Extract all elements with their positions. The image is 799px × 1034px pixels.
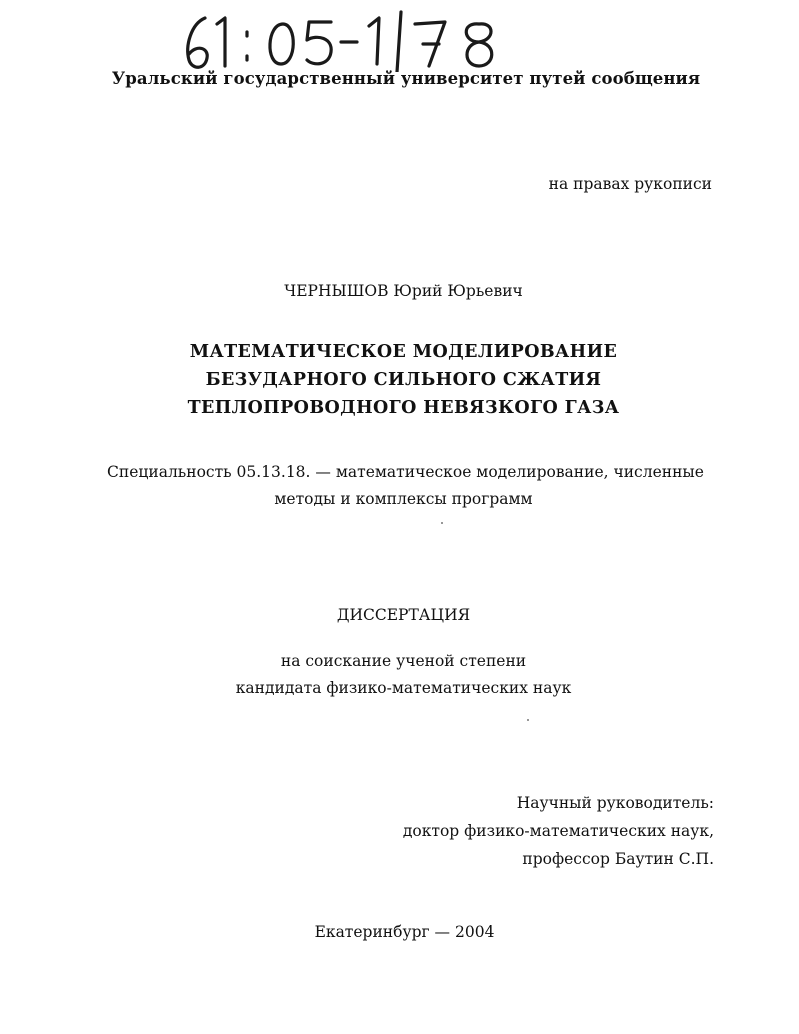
advisor-degree: доктор физико-математических наук,: [402, 822, 714, 840]
rights-note: на правах рукописи: [548, 175, 712, 193]
author-name: ЧЕРНЫШОВ Юрий Юрьевич: [284, 282, 523, 300]
hand-digit-0: [270, 24, 293, 64]
document-type: ДИССЕРТАЦИЯ: [336, 606, 471, 624]
handwritten-shelfmark-drawing: [183, 10, 513, 72]
hand-digit-1: [217, 18, 225, 66]
scan-speck: [527, 719, 529, 721]
degree-line-1: на соискание ученой степени: [280, 652, 527, 670]
advisor-label: Научный руководитель:: [516, 794, 714, 812]
university-name: Уральский государственный университет путей сообщения: [111, 69, 701, 88]
degree-line-2: кандидата физико-математических наук: [235, 679, 572, 697]
hand-slash: [397, 12, 401, 72]
thesis-title-line-2: БЕЗУДАРНОГО СИЛЬНОГО СЖАТИЯ: [205, 370, 602, 390]
specialty-line-1: Специальность 05.13.18. — математическое моделирование, численные: [107, 463, 704, 481]
thesis-title-line-3: ТЕПЛОПРОВОДНОГО НЕВЯЗКОГО ГАЗА: [187, 398, 620, 418]
city-year: Екатеринбург — 2004: [314, 923, 495, 941]
hand-digit-1b: [369, 18, 379, 64]
hand-digit-6: [188, 18, 207, 67]
hand-digit-8: [466, 24, 492, 66]
advisor-name: профессор Баутин С.П.: [522, 850, 714, 868]
handwritten-shelfmark: [183, 10, 513, 72]
scan-speck: [441, 522, 443, 524]
hand-digit-5: [307, 22, 331, 64]
thesis-title-line-1: МАТЕМАТИЧЕСКОЕ МОДЕЛИРОВАНИЕ: [189, 342, 618, 362]
specialty-line-2: методы и комплексы программ: [274, 490, 533, 508]
